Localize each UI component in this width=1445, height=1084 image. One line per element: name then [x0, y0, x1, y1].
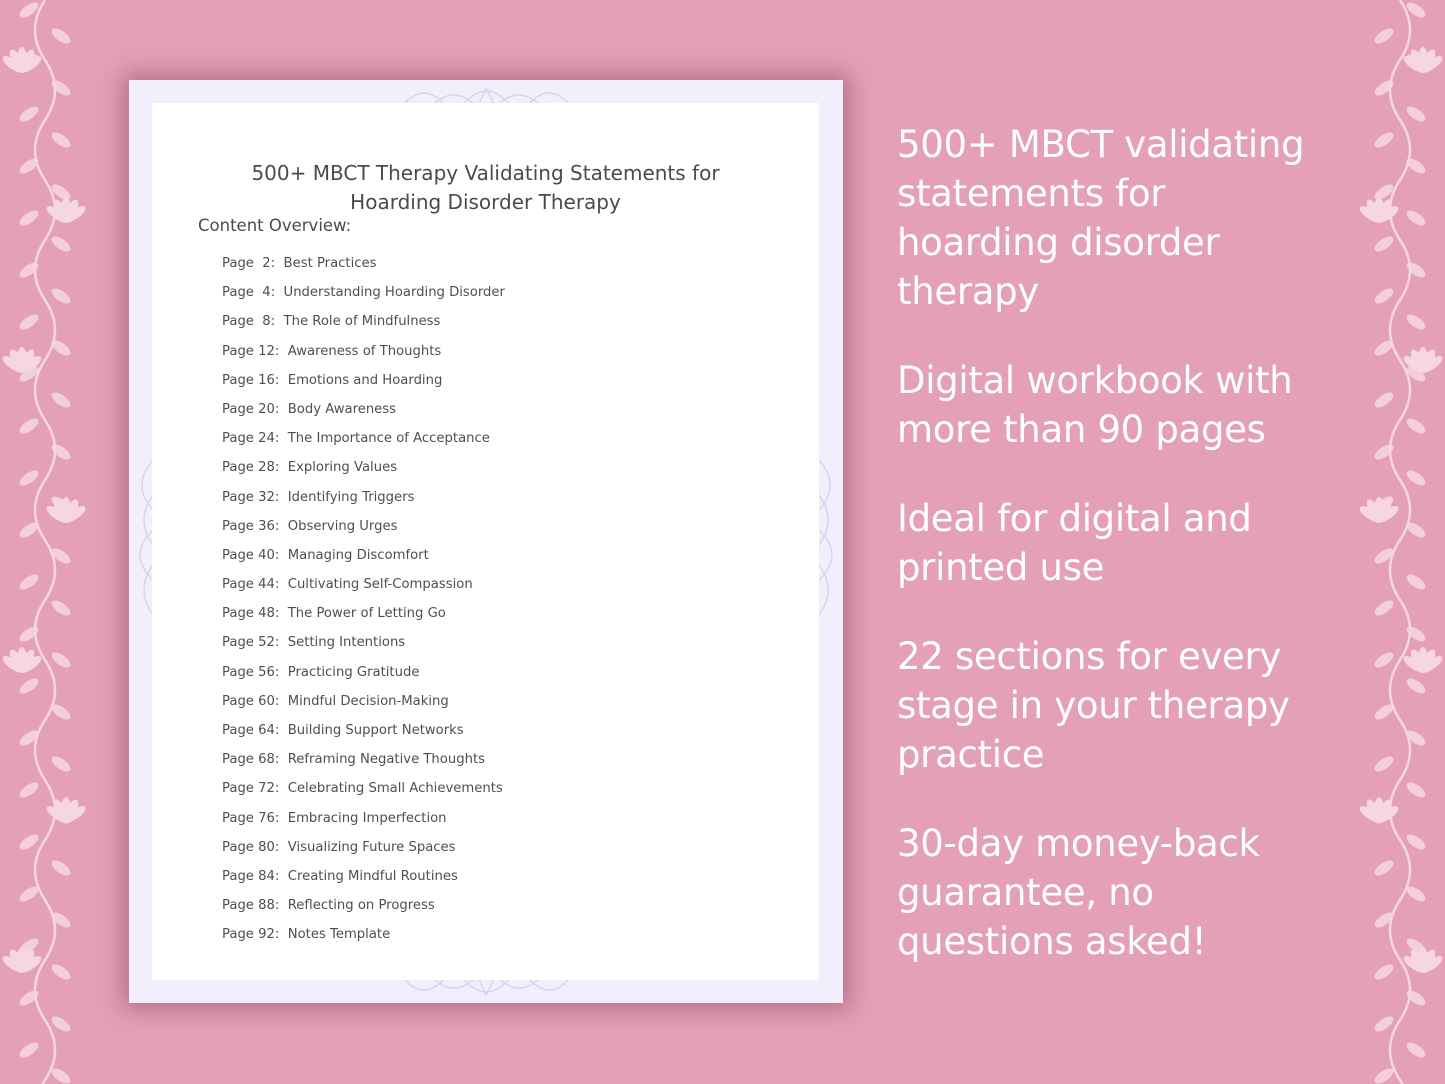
toc-section-title: Practicing Gratitude	[287, 664, 420, 680]
toc-item	[222, 605, 505, 634]
toc-item	[222, 576, 505, 605]
toc-page-number: Page 56:	[222, 664, 280, 680]
feature-line: 22 sections for every	[897, 635, 1282, 678]
document-title	[152, 159, 819, 217]
mandala-top-icon	[384, 80, 589, 104]
table-of-contents	[222, 255, 505, 956]
toc-item	[222, 459, 505, 488]
toc-section-title: Setting Intentions	[287, 635, 406, 651]
toc-item	[222, 343, 505, 372]
document-title-line: Hoarding Disorder Therapy	[350, 190, 621, 214]
toc-page-number: Page 16:	[222, 372, 280, 388]
toc-page-number: Page 52:	[222, 635, 280, 651]
toc-page-number: Page 40:	[222, 547, 280, 563]
mandala-left-icon	[129, 450, 153, 630]
toc-section-title: Embracing Imperfection	[287, 810, 447, 826]
feature-line: practice	[897, 733, 1045, 776]
document-title-line: 500+ MBCT Therapy Validating Statements for	[251, 161, 720, 185]
toc-section-title: Reframing Negative Thoughts	[287, 752, 485, 768]
toc-item	[222, 547, 505, 576]
toc-page-number: Page 76:	[222, 810, 280, 826]
toc-item	[222, 284, 505, 313]
toc-page-number: Page 32:	[222, 489, 280, 505]
toc-page-number: Page 20:	[222, 401, 280, 417]
toc-item	[222, 634, 505, 663]
toc-page-number: Page 92:	[222, 927, 280, 943]
toc-item	[222, 897, 505, 926]
toc-section-title: Visualizing Future Spaces	[287, 839, 456, 855]
feature-line: stage in your therapy	[897, 684, 1290, 727]
toc-item	[222, 489, 505, 518]
toc-item	[222, 751, 505, 780]
toc-page-number: Page 60:	[222, 693, 280, 709]
toc-section-title: Building Support Networks	[287, 723, 464, 738]
mandala-bottom-icon	[384, 979, 589, 1003]
toc-section-title: Body Awareness	[287, 401, 397, 417]
toc-item	[222, 722, 505, 751]
toc-section-title: Awareness of Thoughts	[287, 343, 442, 359]
toc-page-number: Page 36:	[222, 518, 280, 534]
toc-section-title: Reflecting on Progress	[287, 898, 435, 914]
toc-item	[222, 255, 505, 284]
toc-page-number: Page 64:	[222, 723, 280, 738]
toc-section-title: Cultivating Self-Compassion	[287, 577, 473, 593]
toc-section-title: The Power of Letting Go	[287, 606, 446, 622]
toc-page-number: Page 8:	[222, 314, 276, 330]
feature-line: statements for	[897, 172, 1166, 215]
document-page	[152, 103, 819, 980]
toc-section-title: The Role of Mindfulness	[283, 314, 441, 330]
feature-line: guarantee, no	[897, 871, 1154, 914]
toc-section-title: Best Practices	[283, 256, 377, 271]
toc-section-title: Mindful Decision-Making	[287, 693, 449, 709]
floral-vine-left-icon	[0, 0, 90, 1084]
toc-section-title: Identifying Triggers	[287, 489, 415, 505]
toc-section-title: Exploring Values	[287, 460, 398, 476]
toc-item	[222, 430, 505, 459]
feature-line: Ideal for digital and	[897, 497, 1252, 540]
toc-page-number: Page 44:	[222, 577, 280, 593]
feature-line: more than 90 pages	[897, 408, 1266, 451]
toc-item	[222, 868, 505, 897]
toc-page-number: Page 2:	[222, 256, 276, 271]
toc-item	[222, 664, 505, 693]
feature-line: hoarding disorder	[897, 221, 1220, 264]
toc-page-number: Page 80:	[222, 839, 280, 855]
feature-line: printed use	[897, 546, 1105, 589]
feature-text	[897, 819, 1417, 966]
toc-item	[222, 372, 505, 401]
toc-item	[222, 926, 505, 955]
feature-line: Digital workbook with	[897, 359, 1293, 402]
mandala-right-icon	[819, 450, 843, 630]
toc-item	[222, 313, 505, 342]
feature-line: 500+ MBCT validating	[897, 123, 1305, 166]
toc-item	[222, 518, 505, 547]
toc-section-title: Notes Template	[287, 927, 391, 943]
feature-text	[897, 356, 1417, 454]
toc-item	[222, 401, 505, 430]
toc-section-title: Emotions and Hoarding	[287, 372, 443, 388]
toc-item	[222, 810, 505, 839]
feature-line: 30-day money-back	[897, 822, 1260, 865]
feature-text	[897, 632, 1417, 779]
feature-text	[897, 120, 1417, 316]
toc-section-title: Observing Urges	[287, 518, 398, 534]
toc-section-title: Celebrating Small Achievements	[287, 781, 503, 797]
toc-section-title: Understanding Hoarding Disorder	[283, 285, 505, 301]
toc-section-title: Creating Mindful Routines	[287, 868, 458, 884]
document-preview	[129, 80, 843, 1003]
toc-page-number: Page 4:	[222, 285, 276, 301]
toc-page-number: Page 24:	[222, 431, 280, 447]
toc-page-number: Page 68:	[222, 752, 280, 768]
toc-page-number: Page 84:	[222, 868, 280, 884]
toc-item	[222, 780, 505, 809]
content-overview-heading: Content Overview:	[198, 216, 352, 235]
toc-page-number: Page 12:	[222, 343, 280, 359]
feature-text	[897, 494, 1417, 592]
feature-list	[897, 120, 1417, 1006]
toc-item	[222, 839, 505, 868]
toc-item	[222, 693, 505, 722]
toc-page-number: Page 28:	[222, 460, 280, 476]
toc-page-number: Page 48:	[222, 606, 280, 622]
feature-line: therapy	[897, 270, 1039, 313]
feature-line: questions asked!	[897, 920, 1207, 963]
toc-page-number: Page 88:	[222, 898, 280, 914]
toc-page-number: Page 72:	[222, 781, 280, 797]
toc-section-title: Managing Discomfort	[287, 547, 429, 563]
toc-section-title: The Importance of Acceptance	[287, 431, 490, 447]
